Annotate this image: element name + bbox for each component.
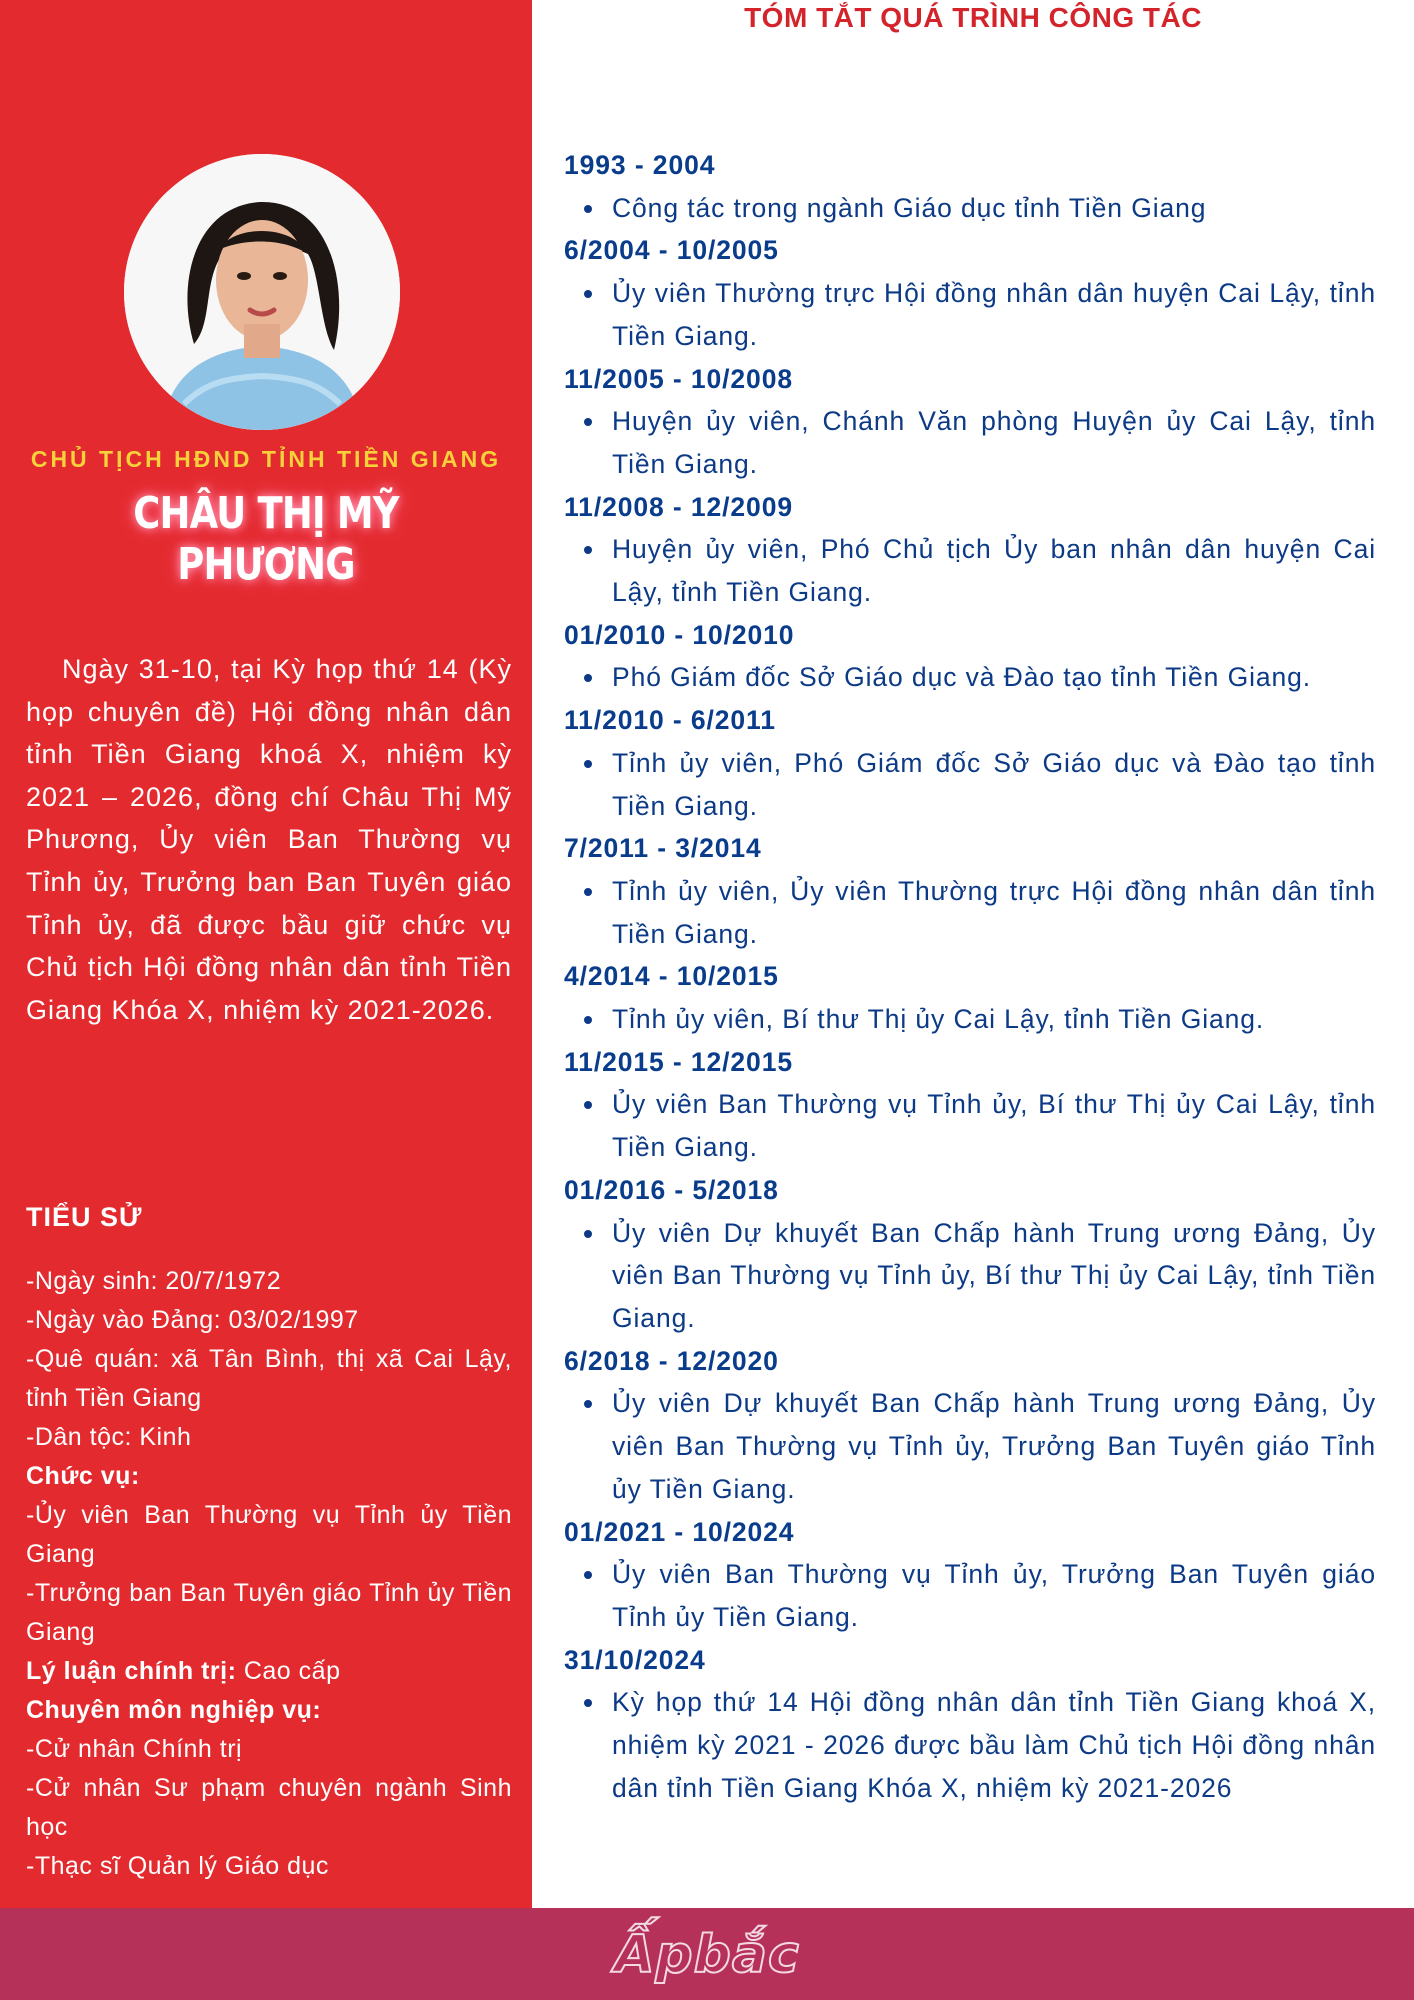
career-period: 01/2016 - 5/2018 [564, 1174, 779, 1205]
career-item [564, 187, 1376, 230]
career-timeline [564, 144, 1376, 1809]
career-item-text: Huyện ủy viên, Chánh Văn phòng Huyện ủy Cai Lậy, tỉnh Tiền Giang. [612, 406, 1376, 479]
career-period: 31/10/2024 [564, 1644, 706, 1675]
portrait-illustration [124, 154, 400, 430]
career-period: 6/2018 - 12/2020 [564, 1345, 779, 1376]
person-name: CHÂU THỊ MỸ PHƯƠNG [133, 488, 399, 590]
career-item [564, 656, 1376, 699]
career-period: 01/2010 - 10/2010 [564, 619, 795, 650]
bio-position-item: -Trưởng ban Ban Tuyên giáo Tỉnh ủy Tiền Giang [26, 1579, 512, 1646]
career-period: 11/2008 - 12/2009 [564, 491, 793, 522]
apbac-logo: Ấpbắc [614, 1925, 800, 1985]
expertise-label: Chuyên môn nghiệp vụ: [26, 1696, 322, 1724]
bullet-icon [564, 742, 612, 827]
career-item-text: Huyện ủy viên, Phó Chủ tịch Ủy ban nhân dân huyện Cai Lậy, tỉnh Tiền Giang. [612, 534, 1376, 608]
profile-panel [0, 0, 532, 1908]
portrait-photo [124, 154, 400, 430]
bullet-icon [564, 272, 612, 357]
bio-hometown: -Quê quán: xã Tân Bình, thị xã Cai Lậy, tỉnh Tiền Giang [26, 1345, 512, 1412]
bio-heading: TIỂU SỬ [26, 1202, 143, 1232]
intro-paragraph: Ngày 31-10, tại Kỳ họp thứ 14 (Kỳ họp chuyên đề) Hội đồng nhân dân tỉnh Tiền Giang khoá X, nhiệm kỳ 2021 – 2026, đồng chí Châu Thị Mỹ Phương, Ủy viên Ban Thường vụ Tỉnh ủy, Trưởng ban Ban Tuyên giáo Tỉnh ủy, đã được bầu giữ chức vụ Chủ tịch Hội đồng nhân dân tỉnh Tiền Giang Khóa X, nhiệm kỳ 2021-2026. [26, 654, 512, 1025]
career-item [564, 400, 1376, 485]
bio-positions-label [26, 1457, 512, 1496]
career-period: 4/2014 - 10/2015 [564, 961, 779, 992]
bio-section [26, 1262, 512, 1886]
career-period: 1993 - 2004 [564, 150, 716, 180]
career-item [564, 1382, 1376, 1510]
political-theory-value: Cao cấp [236, 1657, 341, 1685]
career-item-text: Ủy viên Dự khuyết Ban Chấp hành Trung ương Đảng, Ủy viên Ban Thường vụ Tỉnh ủy, Bí thư Thị ủy Cai Lậy, tỉnh Tiền Giang. [612, 1217, 1376, 1333]
bullet-icon [564, 1382, 612, 1510]
bio-position-item: -Ủy viên Ban Thường vụ Tỉnh ủy Tiền Giang [26, 1501, 512, 1568]
bullet-icon [564, 1083, 612, 1168]
bio-party-join: -Ngày vào Đảng: 03/02/1997 [26, 1306, 359, 1334]
political-theory-label: Lý luận chính trị: [26, 1657, 237, 1685]
career-period: 11/2010 - 6/2011 [564, 705, 776, 736]
career-item-text: Ủy viên Ban Thường vụ Tỉnh ủy, Trưởng Ban Tuyên giáo Tỉnh ủy Tiền Giang. [612, 1559, 1376, 1632]
career-period: 7/2011 - 3/2014 [564, 833, 762, 864]
positions-label: Chức vụ: [26, 1462, 140, 1490]
career-item-text: Ủy viên Ban Thường vụ Tỉnh ủy, Bí thư Thị ủy Cai Lậy, tỉnh Tiền Giang. [612, 1089, 1376, 1163]
career-item [564, 998, 1376, 1041]
bullet-icon [564, 656, 612, 699]
bullet-icon [564, 1553, 612, 1638]
bullet-icon [564, 1681, 612, 1809]
career-item [564, 1553, 1376, 1638]
bullet-icon [564, 1212, 612, 1340]
bio-expertise-item: -Cử nhân Sư phạm chuyên ngành Sinh học [26, 1774, 512, 1841]
career-item [564, 1681, 1376, 1809]
career-item [564, 870, 1376, 955]
bio-ethnicity: -Dân tộc: Kinh [26, 1423, 192, 1451]
bullet-icon [564, 870, 612, 955]
bio-expertise-item: -Thạc sĩ Quản lý Giáo dục [26, 1852, 329, 1880]
career-item [564, 528, 1376, 613]
bio-expertise-label [26, 1691, 512, 1730]
bio-political-theory [26, 1652, 512, 1691]
career-item-text: Tỉnh ủy viên, Ủy viên Thường trực Hội đồng nhân dân tỉnh Tiền Giang. [612, 875, 1376, 949]
career-item-text: Ủy viên Dự khuyết Ban Chấp hành Trung ương Đảng, Ủy viên Ban Thường vụ Tỉnh ủy, Trưởng Ban Tuyên giáo Tỉnh ủy Tiền Giang. [612, 1388, 1376, 1504]
career-period: 01/2021 - 10/2024 [564, 1516, 795, 1547]
bullet-icon [564, 528, 612, 613]
career-item-text: Tỉnh ủy viên, Bí thư Thị ủy Cai Lậy, tỉnh Tiền Giang. [612, 1004, 1265, 1035]
position-title: CHỦ TỊCH HĐND TỈNH TIỀN GIANG [30, 446, 502, 472]
bullet-icon [564, 998, 612, 1041]
career-item [564, 742, 1376, 827]
career-title: TÓM TẮT QUÁ TRÌNH CÔNG TÁC [744, 2, 1202, 33]
career-item [564, 1212, 1376, 1340]
career-item-text: Ủy viên Thường trực Hội đồng nhân dân huyện Cai Lậy, tỉnh Tiền Giang. [612, 278, 1376, 351]
career-item-text: Kỳ họp thứ 14 Hội đồng nhân dân tỉnh Tiền Giang khoá X, nhiệm kỳ 2021 - 2026 được bầu làm Chủ tịch Hội đồng nhân dân tỉnh Tiền Giang Khóa X, nhiệm kỳ 2021-2026 [612, 1687, 1376, 1803]
career-period: 6/2004 - 10/2005 [564, 235, 779, 266]
bullet-icon [564, 400, 612, 485]
career-period: 11/2005 - 10/2008 [564, 363, 793, 394]
career-item-text: Tỉnh ủy viên, Phó Giám đốc Sở Giáo dục và Đào tạo tỉnh Tiền Giang. [612, 747, 1376, 821]
career-item-text: Phó Giám đốc Sở Giáo dục và Đào tạo tỉnh Tiền Giang. [612, 662, 1312, 693]
bio-expertise-item: -Cử nhân Chính trị [26, 1735, 243, 1763]
bio-birth: -Ngày sinh: 20/7/1972 [26, 1267, 282, 1295]
career-item [564, 272, 1376, 357]
career-item-text: Công tác trong ngành Giáo dục tỉnh Tiền Giang [612, 192, 1207, 223]
career-item [564, 1083, 1376, 1168]
bullet-icon [564, 187, 612, 230]
career-period: 11/2015 - 12/2015 [564, 1046, 793, 1077]
